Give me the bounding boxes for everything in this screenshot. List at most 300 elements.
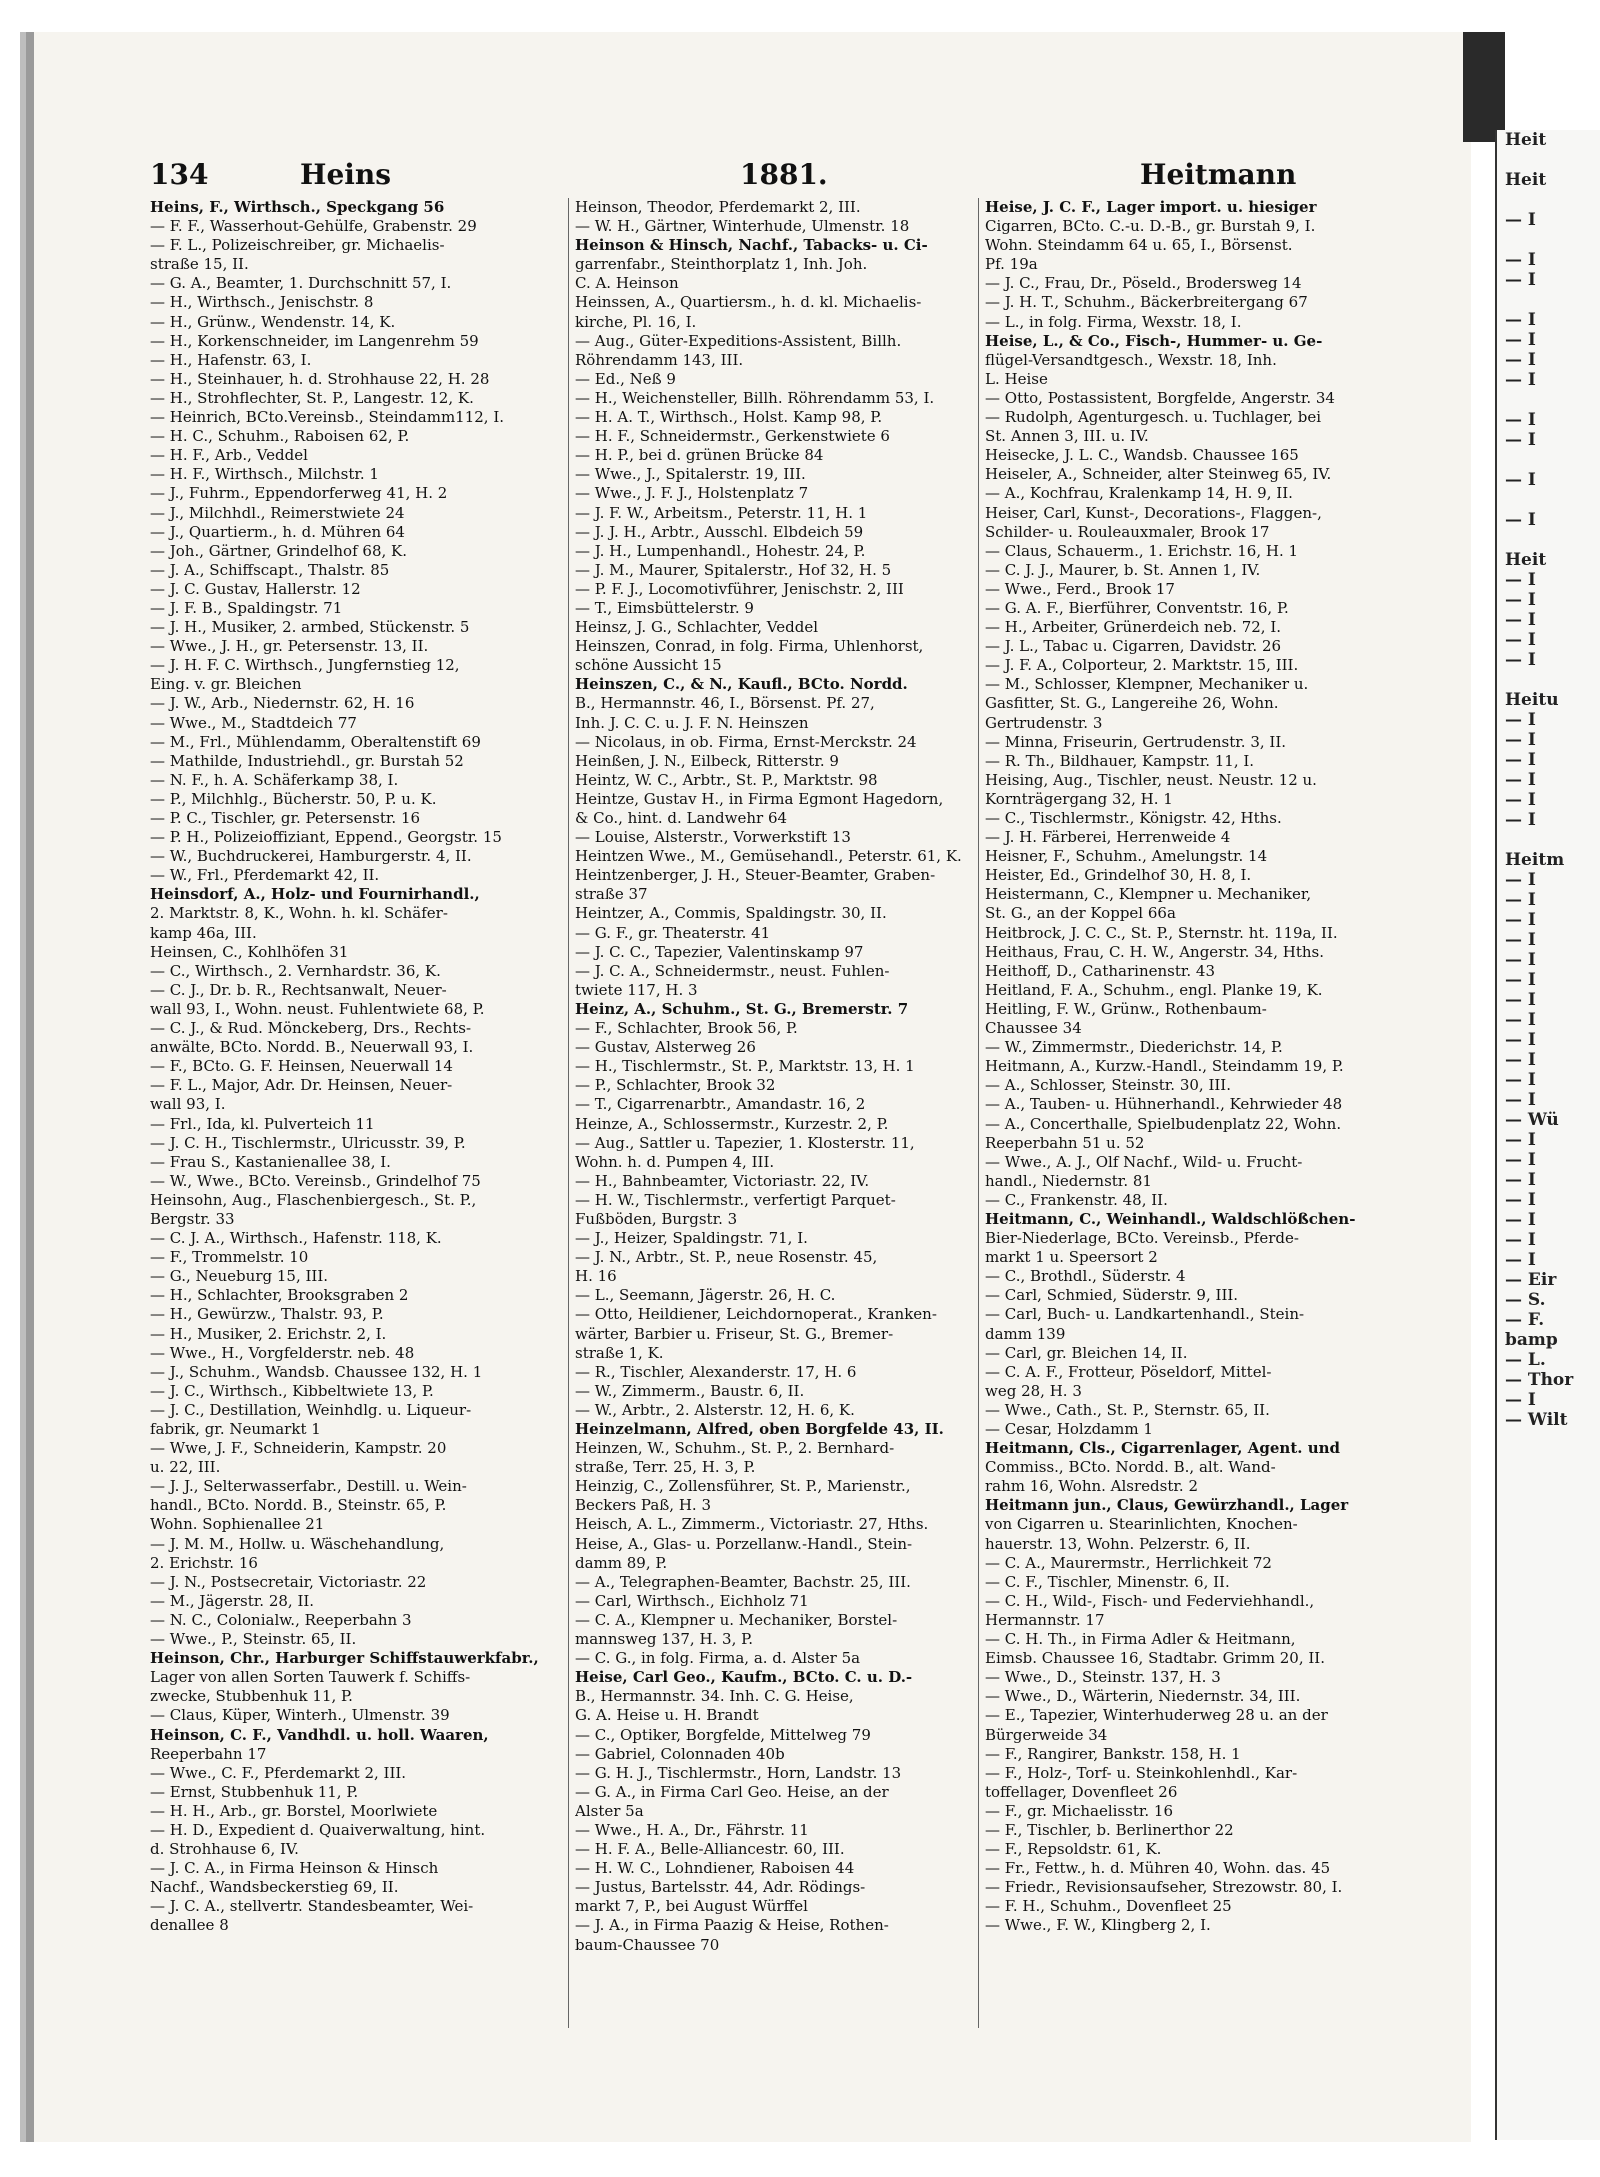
adjacent-page-text xyxy=(1497,190,1600,210)
directory-entry: Cigarren, BCto. C.-u. D.-B., gr. Burstah 9, I. xyxy=(985,217,1316,236)
directory-entry: baum-Chaussee 70 xyxy=(575,1935,720,1954)
directory-entry: — A., Telegraphen-Beamter, Bachstr. 25, III. xyxy=(575,1572,911,1591)
directory-entry: — J. C. C., Tapezier, Valentinskamp 97 xyxy=(575,942,864,961)
adjacent-page-text: — I xyxy=(1505,870,1536,890)
directory-entry: Heisner, F., Schuhm., Amelungstr. 14 xyxy=(985,847,1268,866)
directory-entry: Wohn. Sophienallee 21 xyxy=(150,1515,325,1534)
directory-entry: — C. G., in folg. Firma, a. d. Alster 5a xyxy=(575,1649,861,1668)
directory-entry: H. 16 xyxy=(575,1267,617,1286)
directory-entry: — Wwe., H. A., Dr., Fährstr. 11 xyxy=(575,1820,809,1839)
directory-entry: Heinson, Theodor, Pferdemarkt 2, III. xyxy=(575,198,861,216)
directory-entry: — F. F., Wasserhout-Gehülfe, Grabenstr. 29 xyxy=(150,217,477,236)
directory-entry: — F. L., Major, Adr. Dr. Heinsen, Neuer- xyxy=(150,1076,453,1095)
directory-entry: Chaussee 34 xyxy=(985,1019,1082,1038)
adjacent-page-text: — I xyxy=(1505,790,1536,810)
directory-entry: Heisecke, J. L. C., Wandsb. Chaussee 165 xyxy=(985,446,1299,465)
directory-entry: — Nicolaus, in ob. Firma, Ernst-Merckstr. 24 xyxy=(575,732,917,751)
column-divider xyxy=(568,198,569,2028)
directory-entry: — A., Tauben- u. Hühnerhandl., Kehrwieder 48 xyxy=(985,1095,1343,1114)
directory-entry: C. A. Heinson xyxy=(575,274,679,293)
directory-entry: — W., Zimmerm., Baustr. 6, II. xyxy=(575,1381,805,1400)
directory-entry: — Aug., Sattler u. Tapezier, 1. Klosterstr. 11, xyxy=(575,1133,915,1152)
directory-entry: Heintzenberger, J. H., Steuer-Beamter, Graben- xyxy=(575,866,936,885)
adjacent-page-text: — I xyxy=(1505,630,1536,650)
directory-entry: — H., Steinhauer, h. d. Strohhause 22, H. 28 xyxy=(150,369,490,388)
directory-entry: d. Strohhause 6, IV. xyxy=(150,1840,299,1859)
directory-entry: Heithoff, D., Catharinenstr. 43 xyxy=(985,961,1216,980)
directory-entry: — W., Arbtr., 2. Alsterstr. 12, H. 6, K. xyxy=(575,1400,855,1419)
directory-entry: Heitling, F. W., Grünw., Rothenbaum- xyxy=(985,999,1267,1018)
directory-entry: — N. C., Colonialw., Reeperbahn 3 xyxy=(150,1610,412,1629)
directory-entry: — G. H. J., Tischlermstr., Horn, Landstr. 13 xyxy=(575,1763,902,1782)
directory-entry: — C. J., Dr. b. R., Rechtsanwalt, Neuer- xyxy=(150,980,447,999)
directory-entry: Reeperbahn 51 u. 52 xyxy=(985,1133,1145,1152)
adjacent-page-text: — I xyxy=(1505,1050,1536,1070)
directory-entry: — C. J., & Rud. Mönckeberg, Drs., Rechts- xyxy=(150,1019,472,1038)
directory-entry: — J. J., Selterwasserfabr., Destill. u. Wein- xyxy=(150,1477,467,1496)
adjacent-page-text: — I xyxy=(1505,510,1536,530)
adjacent-page-text: — I xyxy=(1505,1230,1536,1250)
directory-entry: Bergstr. 33 xyxy=(150,1209,235,1228)
directory-entry: — Ernst, Stubbenhuk 11, P. xyxy=(150,1782,359,1801)
directory-entry: Heintze, Gustav H., in Firma Egmont Hagedorn, xyxy=(575,789,944,808)
directory-entry: Kornträgergang 32, H. 1 xyxy=(985,789,1173,808)
directory-entry: Bier-Niederlage, BCto. Vereinsb., Pferde- xyxy=(985,1229,1299,1248)
directory-entry: — J. C. A., stellvertr. Standesbeamter, Wei- xyxy=(150,1897,474,1916)
directory-column-3 xyxy=(985,198,1387,1936)
directory-entry: — C. H., Wild-, Fisch- und Federviehhandl., xyxy=(985,1591,1315,1610)
directory-entry: St. G., an der Koppel 66a xyxy=(985,904,1176,923)
directory-entry: 2. Erichstr. 16 xyxy=(150,1553,258,1572)
adjacent-page-text xyxy=(1497,150,1600,170)
directory-entry: — H., Wirthsch., Jenischstr. 8 xyxy=(150,293,374,312)
directory-entry: — W., Buchdruckerei, Hamburgerstr. 4, II. xyxy=(150,847,472,866)
directory-entry: — J. F. A., Colporteur, 2. Marktstr. 15, III. xyxy=(985,656,1299,675)
directory-entry: Heintz, W. C., Arbtr., St. P., Marktstr. 98 xyxy=(575,770,878,789)
directory-entry: Heinszen, C., & N., Kaufl., BCto. Nordd. xyxy=(575,675,908,694)
directory-entry: hauerstr. 13, Wohn. Pelzerstr. 6, II. xyxy=(985,1534,1251,1553)
directory-entry: — J. C. H., Tischlermstr., Ulricusstr. 39, P. xyxy=(150,1133,466,1152)
directory-entry: Heitmann, C., Weinhandl., Waldschlößchen- xyxy=(985,1209,1356,1228)
directory-entry: — Gabriel, Colonnaden 40b xyxy=(575,1744,785,1763)
directory-entry: Heintzen Wwe., M., Gemüsehandl., Peterstr. 61, K. xyxy=(575,847,962,866)
directory-entry: — H. D., Expedient d. Quaiverwaltung, hint. xyxy=(150,1820,486,1839)
directory-entry: — Wwe., H., Vorgfelderstr. neb. 48 xyxy=(150,1343,415,1362)
directory-entry: — W., Zimmermstr., Diederichstr. 14, P. xyxy=(985,1038,1283,1057)
directory-entry: — H., Musiker, 2. Erichstr. 2, I. xyxy=(150,1324,387,1343)
directory-entry: Reeperbahn 17 xyxy=(150,1744,267,1763)
adjacent-page-text: — I xyxy=(1505,990,1536,1010)
directory-entry: Heinzelmann, Alfred, oben Borgfelde 43, II. xyxy=(575,1420,944,1438)
directory-entry: — Otto, Heildiener, Leichdornoperat., Kranken- xyxy=(575,1305,937,1324)
directory-entry: — L., in folg. Firma, Wexstr. 18, I. xyxy=(985,312,1242,331)
directory-entry: toffellager, Dovenfleet 26 xyxy=(985,1782,1178,1801)
header-right-word: Heitmann xyxy=(1140,158,1297,191)
adjacent-page-fragment xyxy=(1495,130,1600,2140)
directory-entry: — Rudolph, Agenturgesch. u. Tuchlager, bei xyxy=(985,408,1322,427)
directory-entry: — Wwe., J., Spitalerstr. 19, III. xyxy=(575,465,806,484)
directory-entry: — F., BCto. G. F. Heinsen, Neuerwall 14 xyxy=(150,1057,453,1076)
adjacent-page-text: Heit xyxy=(1505,550,1547,570)
directory-entry: — F., Holz-, Torf- u. Steinkohlenhdl., Kar- xyxy=(985,1763,1298,1782)
directory-entry: — H. A. T., Wirthsch., Holst. Kamp 98, P. xyxy=(575,408,883,427)
directory-entry: Lager von allen Sorten Tauwerk f. Schiffs- xyxy=(150,1668,471,1687)
directory-entry: Heitland, F. A., Schuhm., engl. Planke 19, K. xyxy=(985,980,1323,999)
directory-entry: Heise, L., & Co., Fisch-, Hummer- u. Ge- xyxy=(985,331,1323,350)
directory-entry: — Carl, Buch- u. Landkartenhandl., Stein- xyxy=(985,1305,1305,1324)
directory-entry: — T., Cigarrenarbtr., Amandastr. 16, 2 xyxy=(575,1095,866,1114)
adjacent-page-text: — F. xyxy=(1505,1310,1545,1330)
adjacent-page-text: — I xyxy=(1505,970,1536,990)
directory-entry: — Aug., Güter-Expeditions-Assistent, Billh. xyxy=(575,331,902,350)
directory-entry: — Ed., Neß 9 xyxy=(575,369,676,388)
adjacent-page-text: — I xyxy=(1505,710,1536,730)
directory-entry: — A., Concerthalle, Spielbudenplatz 22, Wohn. xyxy=(985,1114,1342,1133)
directory-entry: — P., Schlachter, Brook 32 xyxy=(575,1076,776,1095)
directory-entry: — J. N., Arbtr., St. P., neue Rosenstr. 45, xyxy=(575,1248,878,1267)
directory-entry: — J. A., Schiffscapt., Thalstr. 85 xyxy=(150,560,390,579)
directory-entry: — G. F., gr. Theaterstr. 41 xyxy=(575,923,771,942)
directory-entry: — Wwe., D., Wärterin, Niedernstr. 34, III. xyxy=(985,1687,1301,1706)
directory-entry: damm 89, P. xyxy=(575,1553,668,1572)
adjacent-page-text: — I xyxy=(1505,270,1536,290)
directory-entry: — J. H. T., Schuhm., Bäckerbreitergang 67 xyxy=(985,293,1308,312)
directory-entry: straße 1, K. xyxy=(575,1343,664,1362)
directory-entry: denallee 8 xyxy=(150,1916,229,1935)
directory-entry: kamp 46a, III. xyxy=(150,923,257,942)
adjacent-page-text: — I xyxy=(1505,730,1536,750)
directory-entry: zwecke, Stubbenhuk 11, P. xyxy=(150,1687,353,1706)
directory-entry: — H., Bahnbeamter, Victoriastr. 22, IV. xyxy=(575,1171,870,1190)
directory-entry: Fußböden, Burgstr. 3 xyxy=(575,1209,738,1228)
adjacent-page-text: — I xyxy=(1505,1170,1536,1190)
directory-entry: — H., Korkenschneider, im Langenrehm 59 xyxy=(150,331,479,350)
directory-entry: weg 28, H. 3 xyxy=(985,1381,1082,1400)
directory-entry: — Carl, Schmied, Süderstr. 9, III. xyxy=(985,1286,1239,1305)
directory-entry: Heister, Ed., Grindelhof 30, H. 8, I. xyxy=(985,866,1252,885)
directory-entry: — J. M. M., Hollw. u. Wäschehandlung, xyxy=(150,1534,445,1553)
adjacent-page-text: — S. xyxy=(1505,1290,1546,1310)
adjacent-page-text xyxy=(1497,830,1600,850)
directory-entry: Beckers Paß, H. 3 xyxy=(575,1496,711,1515)
directory-entry: — Wwe., C. F., Pferdemarkt 2, III. xyxy=(150,1763,407,1782)
directory-entry: — J. F. W., Arbeitsm., Peterstr. 11, H. 1 xyxy=(575,503,868,522)
directory-entry: markt 7, P., bei August Würffel xyxy=(575,1897,808,1916)
adjacent-page-text xyxy=(1497,450,1600,470)
adjacent-page-text xyxy=(1497,670,1600,690)
directory-entry: — J. H. Färberei, Herrenweide 4 xyxy=(985,828,1231,847)
adjacent-page-text xyxy=(1497,230,1600,250)
directory-entry: G. A. Heise u. H. Brandt xyxy=(575,1706,759,1725)
directory-entry: — J. A., in Firma Paazig & Heise, Rothen- xyxy=(575,1916,889,1935)
column-divider xyxy=(978,198,979,2028)
directory-entry: — C. J. A., Wirthsch., Hafenstr. 118, K. xyxy=(150,1229,442,1248)
directory-entry: — H., Tischlermstr., St. P., Marktstr. 13, H. 1 xyxy=(575,1057,915,1076)
directory-entry: — J. C., Wirthsch., Kibbeltwiete 13, P. xyxy=(150,1381,434,1400)
directory-entry: — Fr., Fettw., h. d. Mühren 40, Wohn. das. 45 xyxy=(985,1859,1331,1878)
directory-entry: — Claus, Schauerm., 1. Erichstr. 16, H. 1 xyxy=(985,541,1299,560)
directory-entry: — C. J. J., Maurer, b. St. Annen 1, IV. xyxy=(985,560,1261,579)
adjacent-page-text: — Wilt xyxy=(1505,1410,1568,1430)
directory-entry: — Louise, Alsterstr., Vorwerkstift 13 xyxy=(575,828,851,847)
directory-entry: Heiser, Carl, Kunst-, Decorations-, Flaggen-, xyxy=(985,503,1322,522)
directory-entry: — J. C. A., in Firma Heinson & Hinsch xyxy=(150,1859,439,1878)
directory-entry: Heinzen, W., Schuhm., St. P., 2. Bernhard- xyxy=(575,1439,895,1458)
adjacent-page-text: — I xyxy=(1505,590,1536,610)
directory-entry: — J. L., Tabac u. Cigarren, Davidstr. 26 xyxy=(985,637,1282,656)
directory-entry: Heinsohn, Aug., Flaschenbiergesch., St. P., xyxy=(150,1190,477,1209)
directory-entry: L. Heise xyxy=(985,369,1048,388)
directory-entry: — Wwe., Cath., St. P., Sternstr. 65, II. xyxy=(985,1400,1270,1419)
adjacent-page-text: — Eir xyxy=(1505,1270,1557,1290)
directory-entry: — J., Schuhm., Wandsb. Chaussee 132, H. 1 xyxy=(150,1362,483,1381)
directory-entry: — J. C. A., Schneidermstr., neust. Fuhlen- xyxy=(575,961,890,980)
directory-entry: 2. Marktstr. 8, K., Wohn. h. kl. Schäfer- xyxy=(150,904,448,923)
directory-entry: — G. A., Beamter, 1. Durchschnitt 57, I. xyxy=(150,274,452,293)
directory-entry: — H. P., bei d. grünen Brücke 84 xyxy=(575,446,824,465)
directory-entry: handl., Niedernstr. 81 xyxy=(985,1171,1152,1190)
directory-entry: — H., Grünw., Wendenstr. 14, K. xyxy=(150,312,396,331)
adjacent-page-text: Heit xyxy=(1505,170,1547,190)
directory-entry: kirche, Pl. 16, I. xyxy=(575,312,697,331)
directory-entry: Hermannstr. 17 xyxy=(985,1610,1105,1629)
directory-entry: Wohn. Steindamm 64 u. 65, I., Börsenst. xyxy=(985,236,1293,255)
directory-entry: — H. W. C., Lohndiener, Raboisen 44 xyxy=(575,1859,855,1878)
directory-entry: — Wwe., F. W., Klingberg 2, I. xyxy=(985,1916,1211,1935)
directory-entry: — Wwe., D., Steinstr. 137, H. 3 xyxy=(985,1668,1221,1687)
directory-entry: — Wwe., J. F. J., Holstenplatz 7 xyxy=(575,484,809,503)
directory-entry: — R. Th., Bildhauer, Kampstr. 11, I. xyxy=(985,751,1255,770)
adjacent-page-text: — I xyxy=(1505,650,1536,670)
directory-entry: — P. H., Polizeioffiziant, Eppend., Georgstr. 15 xyxy=(150,828,502,847)
directory-entry: — Wwe, J. F., Schneiderin, Kampstr. 20 xyxy=(150,1439,447,1458)
directory-entry: — F., gr. Michaelisstr. 16 xyxy=(985,1801,1174,1820)
directory-entry: — Minna, Friseurin, Gertrudenstr. 3, II. xyxy=(985,732,1287,751)
directory-entry: — Justus, Bartelsstr. 44, Adr. Rödings- xyxy=(575,1878,866,1897)
directory-entry: — J. C. Gustav, Hallerstr. 12 xyxy=(150,579,361,598)
directory-entry: — H., Schlachter, Brooksgraben 2 xyxy=(150,1286,409,1305)
directory-entry: von Cigarren u. Stearinlichten, Knochen- xyxy=(985,1515,1298,1534)
directory-entry: — A., Kochfrau, Kralenkamp 14, H. 9, II. xyxy=(985,484,1293,503)
directory-entry: — E., Tapezier, Winterhuderweg 28 u. an der xyxy=(985,1706,1328,1725)
directory-entry: — H. H., Arb., gr. Borstel, Moorlwiete xyxy=(150,1801,438,1820)
directory-entry: — M., Frl., Mühlendamm, Oberaltenstift 69 xyxy=(150,732,481,751)
adjacent-page-text: — I xyxy=(1505,430,1536,450)
directory-entry: straße 15, II. xyxy=(150,255,249,274)
directory-entry: B., Hermannstr. 34. Inh. C. G. Heise, xyxy=(575,1687,854,1706)
directory-entry: — J., Quartierm., h. d. Mühren 64 xyxy=(150,522,405,541)
directory-entry: — C. A., Maurermstr., Herrlichkeit 72 xyxy=(985,1553,1272,1572)
directory-entry: wärter, Barbier u. Friseur, St. G., Bremer- xyxy=(575,1324,894,1343)
directory-entry: — M., Jägerstr. 28, II. xyxy=(150,1591,315,1610)
directory-entry: Heitmann, Cls., Cigarrenlager, Agent. und xyxy=(985,1439,1340,1458)
directory-entry: — C. H. Th., in Firma Adler & Heitmann, xyxy=(985,1630,1296,1649)
adjacent-page-text: — I xyxy=(1505,570,1536,590)
adjacent-page-text: — I xyxy=(1505,310,1536,330)
adjacent-page-text: — I xyxy=(1505,750,1536,770)
directory-entry: Heiseler, A., Schneider, alter Steinweg 65, IV. xyxy=(985,465,1332,484)
directory-entry: Heise, J. C. F., Lager import. u. hiesiger xyxy=(985,198,1317,216)
directory-entry: — Frau S., Kastanienallee 38, I. xyxy=(150,1152,391,1171)
directory-entry: — H. W., Tischlermstr., verfertigt Parquet- xyxy=(575,1190,896,1209)
directory-entry: — J. W., Arb., Niedernstr. 62, H. 16 xyxy=(150,694,415,713)
directory-entry: — W., Wwe., BCto. Vereinsb., Grindelhof 75 xyxy=(150,1171,481,1190)
adjacent-page-text: — L. xyxy=(1505,1350,1546,1370)
directory-entry: — J. M., Maurer, Spitalerstr., Hof 32, H. 5 xyxy=(575,560,892,579)
directory-entry: Heins, F., Wirthsch., Speckgang 56 xyxy=(150,198,445,216)
directory-entry: Gertrudenstr. 3 xyxy=(985,713,1103,732)
adjacent-page-text xyxy=(1497,490,1600,510)
directory-entry: — J. F. B., Spaldingstr. 71 xyxy=(150,598,343,617)
directory-entry: — C. A. F., Frotteur, Pöseldorf, Mittel- xyxy=(985,1362,1272,1381)
adjacent-page-text: — I xyxy=(1505,1390,1536,1410)
directory-entry: — J. C., Destillation, Weinhdlg. u. Liqueur- xyxy=(150,1400,472,1419)
adjacent-page-text: — I xyxy=(1505,610,1536,630)
directory-entry: Röhrendamm 143, III. xyxy=(575,350,744,369)
directory-entry: — C. F., Tischler, Minenstr. 6, II. xyxy=(985,1572,1230,1591)
directory-entry: — J., Milchhdl., Reimerstwiete 24 xyxy=(150,503,405,522)
directory-entry: — F., Trommelstr. 10 xyxy=(150,1248,309,1267)
adjacent-page-text: — I xyxy=(1505,1010,1536,1030)
adjacent-page-text: — I xyxy=(1505,1190,1536,1210)
directory-entry: — L., Seemann, Jägerstr. 26, H. C. xyxy=(575,1286,836,1305)
directory-entry: — C., Frankenstr. 48, II. xyxy=(985,1190,1168,1209)
directory-entry: handl., BCto. Nordd. B., Steinstr. 65, P. xyxy=(150,1496,447,1515)
adjacent-page-text: — I xyxy=(1505,1070,1536,1090)
directory-entry: — F. L., Polizeischreiber, gr. Michaelis- xyxy=(150,236,445,255)
adjacent-page-text xyxy=(1497,290,1600,310)
directory-entry: — Wwe., J. H., gr. Petersenstr. 13, II. xyxy=(150,637,429,656)
directory-entry: Heise, Carl Geo., Kaufm., BCto. C. u. D.- xyxy=(575,1668,913,1687)
adjacent-page-text: — I xyxy=(1505,330,1536,350)
directory-entry: — Friedr., Revisionsaufseher, Strezowstr. 80, I. xyxy=(985,1878,1343,1897)
adjacent-page-text: — I xyxy=(1505,950,1536,970)
directory-entry: — C., Wirthsch., 2. Vernhardstr. 36, K. xyxy=(150,961,441,980)
directory-entry: anwälte, BCto. Nordd. B., Neuerwall 93, I. xyxy=(150,1038,474,1057)
page-number: 134 xyxy=(150,158,209,191)
directory-entry: — Carl, gr. Bleichen 14, II. xyxy=(985,1343,1188,1362)
directory-entry: — J., Fuhrm., Eppendorferweg 41, H. 2 xyxy=(150,484,448,503)
adjacent-page-text: — I xyxy=(1505,890,1536,910)
directory-entry: St. Annen 3, III. u. IV. xyxy=(985,427,1149,446)
directory-entry: Heinson, C. F., Vandhdl. u. holl. Waaren, xyxy=(150,1725,489,1744)
directory-entry: — G., Neueburg 15, III. xyxy=(150,1267,329,1286)
directory-entry: flügel-Versandtgesch., Wexstr. 18, Inh. xyxy=(985,350,1277,369)
directory-entry: markt 1 u. Speersort 2 xyxy=(985,1248,1158,1267)
directory-entry: Commiss., BCto. Nordd. B., alt. Wand- xyxy=(985,1458,1276,1477)
directory-entry: — H. F. A., Belle-Alliancestr. 60, III. xyxy=(575,1840,845,1859)
directory-entry: mannsweg 137, H. 3, P. xyxy=(575,1630,753,1649)
directory-entry: — Otto, Postassistent, Borgfelde, Angerstr. 34 xyxy=(985,388,1335,407)
directory-entry: Heinsdorf, A., Holz- und Fournirhandl., xyxy=(150,885,480,904)
directory-entry: — F., Tischler, b. Berlinerthor 22 xyxy=(985,1820,1234,1839)
directory-entry: B., Hermannstr. 46, I., Börsenst. Pf. 27, xyxy=(575,694,875,713)
directory-entry: Heisch, A. L., Zimmerm., Victoriastr. 27, Hths. xyxy=(575,1515,929,1534)
directory-entry: — Claus, Küper, Winterh., Ulmenstr. 39 xyxy=(150,1706,450,1725)
directory-entry: — H. F., Schneidermstr., Gerkenstwiete 6 xyxy=(575,427,890,446)
directory-entry: Gasfitter, St. G., Langereihe 26, Wohn. xyxy=(985,694,1279,713)
adjacent-page-text: — I xyxy=(1505,1030,1536,1050)
directory-entry: wall 93, I. xyxy=(150,1095,226,1114)
directory-entry: — H. F., Arb., Veddel xyxy=(150,446,308,465)
directory-entry: Inh. J. C. C. u. J. F. N. Heinszen xyxy=(575,713,809,732)
directory-entry: — Cesar, Holzdamm 1 xyxy=(985,1420,1153,1438)
directory-entry: — Heinrich, BCto.Vereinsb., Steindamm112, I. xyxy=(150,408,505,427)
adjacent-page-text: — I xyxy=(1505,1250,1536,1270)
directory-entry: — C. A., Klempner u. Mechaniker, Borstel- xyxy=(575,1610,898,1629)
directory-entry: — J. N., Postsecretair, Victoriastr. 22 xyxy=(150,1572,427,1591)
directory-entry: — F. H., Schuhm., Dovenfleet 25 xyxy=(985,1897,1232,1916)
directory-entry: — Gustav, Alsterweg 26 xyxy=(575,1038,756,1057)
directory-entry: rahm 16, Wohn. Alsredstr. 2 xyxy=(985,1477,1198,1496)
directory-entry: — H., Hafenstr. 63, I. xyxy=(150,350,312,369)
directory-entry: Heitbrock, J. C. C., St. P., Sternstr. ht. 119a, II. xyxy=(985,923,1338,942)
directory-entry: u. 22, III. xyxy=(150,1458,221,1477)
directory-entry: Heinze, A., Schlossermstr., Kurzestr. 2, P. xyxy=(575,1114,889,1133)
adjacent-page-text: — I xyxy=(1505,770,1536,790)
adjacent-page-text: — Wü xyxy=(1505,1110,1559,1130)
directory-entry: — H. F., Wirthsch., Milchstr. 1 xyxy=(150,465,379,484)
adjacent-page-text: — I xyxy=(1505,350,1536,370)
directory-entry: Heinson, Chr., Harburger Schiffstauwerkfabr., xyxy=(150,1649,539,1668)
directory-entry: Bürgerweide 34 xyxy=(985,1725,1108,1744)
directory-entry: Heising, Aug., Tischler, neust. Neustr. 12 u. xyxy=(985,770,1317,789)
directory-entry: — J. H. F. C. Wirthsch., Jungfernstieg 12, xyxy=(150,656,460,675)
directory-entry: — H., Arbeiter, Grünerdeich neb. 72, I. xyxy=(985,618,1282,637)
directory-entry: — H., Gewürzw., Thalstr. 93, P. xyxy=(150,1305,384,1324)
page-header xyxy=(150,158,1297,192)
directory-entry: — A., Schlosser, Steinstr. 30, III. xyxy=(985,1076,1231,1095)
adjacent-page-text: Heitm xyxy=(1505,850,1565,870)
adjacent-page-text xyxy=(1497,530,1600,550)
adjacent-page-text: Heit xyxy=(1505,130,1547,150)
directory-entry: — P. F. J., Locomotivführer, Jenischstr. 2, III xyxy=(575,579,904,598)
directory-entry: Heinz, A., Schuhm., St. G., Bremerstr. 7 xyxy=(575,999,909,1018)
directory-entry: — W., Frl., Pferdemarkt 42, II. xyxy=(150,866,380,885)
directory-entry: — C., Optiker, Borgfelde, Mittelweg 79 xyxy=(575,1725,871,1744)
directory-entry: Heinszen, Conrad, in folg. Firma, Uhlenhorst, xyxy=(575,637,924,656)
directory-entry: — Wwe., P., Steinstr. 65, II. xyxy=(150,1630,357,1649)
adjacent-page-text: bamp xyxy=(1505,1330,1558,1350)
directory-entry: — Wwe., A. J., Olf Nachf., Wild- u. Frucht- xyxy=(985,1152,1303,1171)
directory-entry: — J. C., Frau, Dr., Pöseld., Brodersweg 14 xyxy=(985,274,1302,293)
directory-entry: Schilder- u. Rouleauxmaler, Brook 17 xyxy=(985,522,1270,541)
directory-entry: garrenfabr., Steinthorplatz 1, Inh. Joh. xyxy=(575,255,868,274)
header-left-word: Heins xyxy=(300,158,392,191)
adjacent-page-text: — I xyxy=(1505,250,1536,270)
directory-entry: schöne Aussicht 15 xyxy=(575,656,722,675)
directory-entry: Heinsen, C., Kohlhöfen 31 xyxy=(150,942,349,961)
directory-entry: fabrik, gr. Neumarkt 1 xyxy=(150,1420,321,1438)
directory-column-1 xyxy=(150,198,552,1936)
directory-entry: Heise, A., Glas- u. Porzellanw.-Handl., Stein- xyxy=(575,1534,913,1553)
directory-entry: — G. A., in Firma Carl Geo. Heise, an der xyxy=(575,1782,889,1801)
directory-entry: — F., Repsoldstr. 61, K. xyxy=(985,1840,1162,1859)
header-year: 1881. xyxy=(740,158,828,191)
directory-entry: Wohn. h. d. Pumpen 4, III. xyxy=(575,1152,775,1171)
adjacent-page-text: — I xyxy=(1505,410,1536,430)
adjacent-page-text: — I xyxy=(1505,910,1536,930)
directory-entry: Heitmann, A., Kurzw.-Handl., Steindamm 19, P. xyxy=(985,1057,1344,1076)
directory-entry: — N. F., h. A. Schäferkamp 38, I. xyxy=(150,770,399,789)
directory-entry: twiete 117, H. 3 xyxy=(575,980,698,999)
directory-entry: — H., Strohflechter, St. P., Langestr. 12, K. xyxy=(150,388,474,407)
adjacent-page-text: — I xyxy=(1505,210,1536,230)
directory-entry: — T., Eimsbüttelerstr. 9 xyxy=(575,598,754,617)
adjacent-page-text: — I xyxy=(1505,930,1536,950)
directory-entry: — C., Tischlermstr., Königstr. 42, Hths. xyxy=(985,809,1282,827)
directory-entry: — P., Milchhlg., Bücherstr. 50, P. u. K. xyxy=(150,789,437,808)
